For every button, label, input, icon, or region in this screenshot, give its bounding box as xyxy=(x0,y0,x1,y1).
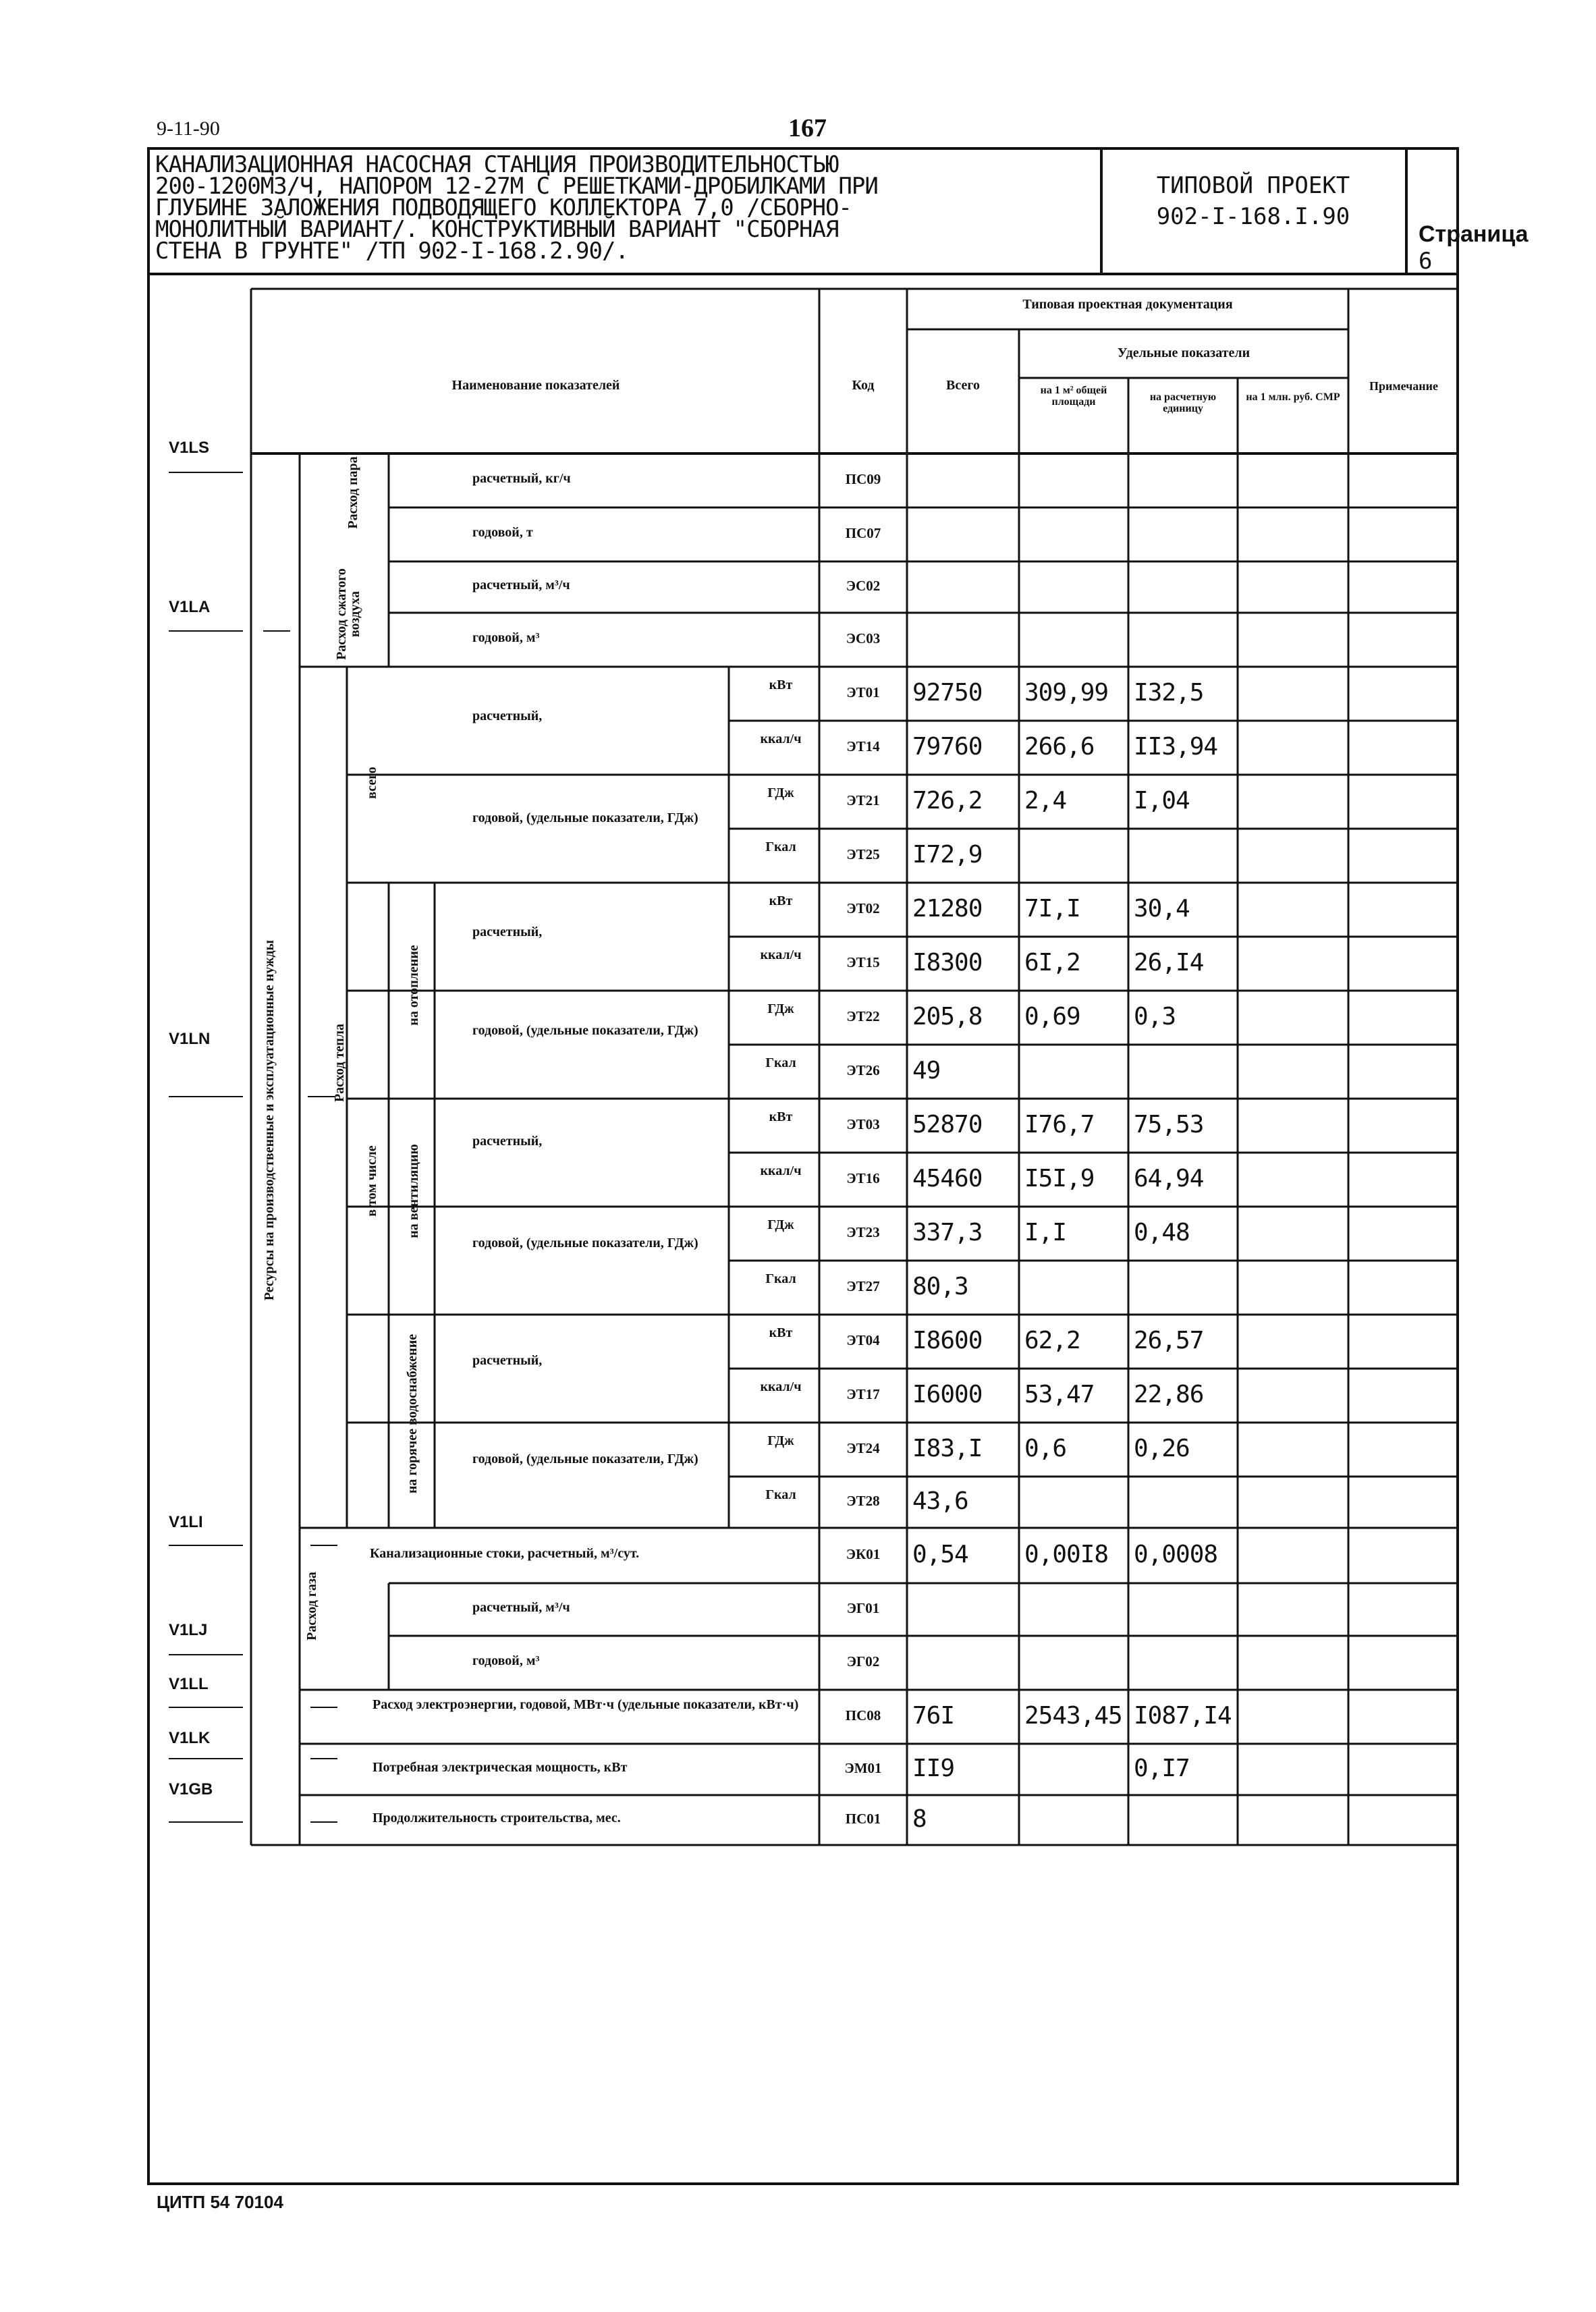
row-value-total: 92750 xyxy=(912,679,983,707)
row-code: ЭГ02 xyxy=(846,1653,880,1670)
row-unit: кВт xyxy=(769,1109,793,1124)
row-code: ЭТ21 xyxy=(846,792,880,808)
row-value-total: II9 xyxy=(912,1755,955,1782)
including-group-label: в том числе xyxy=(364,1145,379,1217)
row-value-total: 21280 xyxy=(912,895,983,923)
row-code: ЭТ03 xyxy=(846,1116,880,1132)
row-value-total: I83,I xyxy=(912,1435,983,1462)
row-side-mark: V1GB xyxy=(169,1780,213,1798)
title-line: 200-1200М3/Ч, НАПОРОМ 12-27М С РЕШЕТКАМИ-ДРОБИЛКАМИ ПРИ xyxy=(155,173,878,200)
row-unit: ГДж xyxy=(767,1433,794,1448)
row-label: расчетный, м³/ч xyxy=(472,1600,570,1615)
row-code: ПС09 xyxy=(845,471,881,487)
row-code: ЭТ15 xyxy=(846,954,880,970)
resources-group-label: Ресурсы на производственные и эксплуатационные нужды xyxy=(262,939,277,1301)
row-value-total: 43,6 xyxy=(912,1487,968,1515)
row-value-s2: I,04 xyxy=(1134,787,1190,815)
row-label: Продолжительность строительства, мес. xyxy=(373,1811,621,1825)
row-side-mark: V1LK xyxy=(169,1729,211,1747)
page-label: Страница xyxy=(1419,221,1529,247)
row-value-total: 726,2 xyxy=(912,787,983,815)
row-value-s2: 0,48 xyxy=(1134,1219,1190,1246)
row-value-total: 8 xyxy=(912,1805,927,1833)
row-code: ЭМ01 xyxy=(844,1760,882,1776)
row-value-s1: 7I,I xyxy=(1024,895,1080,923)
specific-header: Удельные показатели xyxy=(1117,346,1250,360)
row-label: годовой, м³ xyxy=(472,1653,540,1668)
row-code: ЭТ27 xyxy=(846,1278,880,1294)
air-group-label: Расход сжатого воздуха xyxy=(334,568,362,660)
row-unit: кВт xyxy=(769,893,793,908)
row-unit: ккал/ч xyxy=(760,1379,802,1394)
row-code: ПС01 xyxy=(845,1811,881,1827)
title-line: КАНАЛИЗАЦИОННАЯ НАСОСНАЯ СТАНЦИЯ ПРОИЗВОДИТЕЛЬНОСТЬЮ xyxy=(155,151,839,178)
row-code: ЭТ25 xyxy=(846,846,880,862)
title-line: МОНОЛИТНЫЙ ВАРИАНТ/. КОНСТРУКТИВНЫЙ ВАРИАНТ "СБОРНАЯ xyxy=(155,216,839,243)
row-label: Потребная электрическая мощность, кВт xyxy=(373,1760,628,1775)
row-code: ЭТ22 xyxy=(846,1008,880,1024)
row-code: ЭС02 xyxy=(846,578,881,594)
row-value-total: 337,3 xyxy=(912,1219,983,1246)
footer-code: ЦИТП 54 70104 xyxy=(157,2192,283,2212)
row-value-s2: 0,0008 xyxy=(1134,1541,1218,1568)
row-code: ЭС03 xyxy=(846,630,881,646)
row-value-total: 0,54 xyxy=(912,1541,968,1568)
row-side-mark: V1LJ xyxy=(169,1621,208,1639)
row-code: ЭТ26 xyxy=(846,1062,880,1078)
row-value-s2: 30,4 xyxy=(1134,895,1190,923)
row-value-s2: 22,86 xyxy=(1134,1381,1204,1408)
row-unit: ккал/ч xyxy=(760,732,802,746)
row-value-s2: 75,53 xyxy=(1134,1111,1204,1138)
hot-water-calc-label: расчетный, xyxy=(472,1353,543,1368)
row-value-s1: 0,69 xyxy=(1024,1003,1080,1030)
row-label: расчетный, кг/ч xyxy=(472,471,571,486)
row-value-s1: 62,2 xyxy=(1024,1327,1080,1354)
heat-total-calc-label: расчетный, xyxy=(472,709,543,723)
row-value-s2: II3,94 xyxy=(1134,733,1218,761)
row-value-s1: 0,6 xyxy=(1024,1435,1067,1462)
row-value-total: 45460 xyxy=(912,1165,983,1192)
row-value-total: 49 xyxy=(912,1057,941,1084)
document-date: 9-11-90 xyxy=(157,117,220,140)
row-side-mark: V1LS xyxy=(169,439,210,457)
ventilation-annual-label: годовой, (удельные показатели, ГДж) xyxy=(472,1236,698,1250)
row-value-s1: 0,00I8 xyxy=(1024,1541,1109,1568)
steam-group-label: Расход пара xyxy=(346,456,360,529)
heating-calc-label: расчетный, xyxy=(472,925,543,939)
heat-group-label: Расход тепла xyxy=(332,1023,347,1103)
ventilation-group-label: на вентиляцию xyxy=(406,1144,421,1238)
row-value-total: I8600 xyxy=(912,1327,983,1354)
row-code: ЭГ01 xyxy=(846,1600,880,1616)
row-value-s1: 266,6 xyxy=(1024,733,1095,761)
row-value-s2: 64,94 xyxy=(1134,1165,1204,1192)
gas-group-label: Расход газа xyxy=(304,1572,319,1641)
total-group-label: всего xyxy=(364,767,379,799)
heating-group-label: на отопление xyxy=(406,945,421,1026)
project-code: 902-I-168.I.90 xyxy=(1156,203,1350,230)
row-value-s2: I087,I4 xyxy=(1134,1702,1232,1730)
heat-total-annual-label: годовой, (удельные показатели, ГДж) xyxy=(472,810,698,825)
hot-water-annual-label: годовой, (удельные показатели, ГДж) xyxy=(472,1452,698,1466)
row-label: Расход электроэнергии, годовой, МВт·ч (удельные показатели, кВт·ч) xyxy=(373,1697,799,1712)
row-value-s1: 2,4 xyxy=(1024,787,1067,815)
row-unit: Гкал xyxy=(765,1487,796,1502)
row-value-s1: 6I,2 xyxy=(1024,949,1080,976)
ventilation-calc-label: расчетный, xyxy=(472,1134,543,1149)
row-value-total: 80,3 xyxy=(912,1273,968,1300)
row-value-s2: 0,I7 xyxy=(1134,1755,1190,1782)
row-value-total: 76I xyxy=(912,1702,955,1730)
row-code: ЭТ24 xyxy=(846,1440,880,1456)
row-value-s1: 309,99 xyxy=(1024,679,1109,707)
row-code: ЭТ23 xyxy=(846,1224,880,1240)
spec-3-header: на 1 млн. руб. СМР xyxy=(1246,391,1340,403)
col-note-header: Примечание xyxy=(1369,379,1439,393)
row-unit: кВт xyxy=(769,678,793,692)
row-value-total: 52870 xyxy=(912,1111,983,1138)
row-value-s1: I76,7 xyxy=(1024,1111,1095,1138)
row-value-s1: 2543,45 xyxy=(1024,1702,1122,1730)
col-code-header: Код xyxy=(852,378,875,393)
row-side-mark: V1LA xyxy=(169,598,211,616)
title-line: СТЕНА В ГРУНТЕ" /ТП 902-I-168.2.90/. xyxy=(155,238,628,265)
row-value-s2: 0,26 xyxy=(1134,1435,1190,1462)
row-unit: ГДж xyxy=(767,1217,794,1232)
row-unit: Гкал xyxy=(765,840,796,854)
row-unit: ккал/ч xyxy=(760,1163,802,1178)
row-code: ПС08 xyxy=(845,1707,881,1724)
row-value-s2: 26,I4 xyxy=(1134,949,1204,976)
hot-water-group-label: на горячее водоснабжение xyxy=(405,1333,420,1494)
row-label: Канализационные стоки, расчетный, м³/сут. xyxy=(370,1546,640,1561)
row-value-total: I8300 xyxy=(912,949,983,976)
col-total-header: Всего xyxy=(946,378,980,393)
row-unit: Гкал xyxy=(765,1271,796,1286)
row-code: ЭТ02 xyxy=(846,900,880,916)
row-value-s1: I,I xyxy=(1024,1219,1067,1246)
row-value-total: 205,8 xyxy=(912,1003,983,1030)
row-value-total: I6000 xyxy=(912,1381,983,1408)
row-code: ЭТ04 xyxy=(846,1332,880,1348)
row-code: ЭТ28 xyxy=(846,1493,880,1509)
title-line: ГЛУБИНЕ ЗАЛОЖЕНИЯ ПОДВОДЯЩЕГО КОЛЛЕКТОРА 7,0 /СБОРНО- xyxy=(155,194,852,221)
row-value-s2: 26,57 xyxy=(1134,1327,1204,1354)
row-unit: Гкал xyxy=(765,1055,796,1070)
row-value-s2: 0,3 xyxy=(1134,1003,1176,1030)
page-number: 167 xyxy=(788,114,827,142)
row-code: ЭК01 xyxy=(846,1546,881,1562)
spec-1-header: на 1 м² общей площади xyxy=(1040,385,1107,408)
row-code: ПС07 xyxy=(845,525,881,541)
row-label: годовой, т xyxy=(472,525,533,540)
group-header: Типовая проектная документация xyxy=(1022,297,1233,312)
row-value-total: I72,9 xyxy=(912,841,983,869)
row-side-mark: V1LI xyxy=(169,1513,203,1531)
row-label: годовой, м³ xyxy=(472,630,540,645)
row-code: ЭТ17 xyxy=(846,1386,880,1402)
row-label: расчетный, м³/ч xyxy=(472,578,570,593)
row-value-total: 79760 xyxy=(912,733,983,761)
row-unit: ккал/ч xyxy=(760,947,802,962)
row-value-s2: I32,5 xyxy=(1134,679,1204,707)
row-unit: ГДж xyxy=(767,786,794,800)
col-name-header: Наименование показателей xyxy=(451,378,620,393)
row-code: ЭТ14 xyxy=(846,738,880,754)
row-code: ЭТ01 xyxy=(846,684,880,700)
row-unit: кВт xyxy=(769,1325,793,1340)
project-type: ТИПОВОЙ ПРОЕКТ xyxy=(1156,172,1350,199)
row-side-mark: V1LN xyxy=(169,1030,211,1048)
spec-2-header: на расчетную единицу xyxy=(1149,391,1217,414)
row-value-s1: 53,47 xyxy=(1024,1381,1095,1408)
heating-annual-label: годовой, (удельные показатели, ГДж) xyxy=(472,1023,698,1038)
row-value-s1: I5I,9 xyxy=(1024,1165,1095,1192)
page-value: 6 xyxy=(1419,248,1433,275)
row-code: ЭТ16 xyxy=(846,1170,880,1186)
row-side-mark: V1LL xyxy=(169,1675,209,1693)
row-unit: ГДж xyxy=(767,1001,794,1016)
